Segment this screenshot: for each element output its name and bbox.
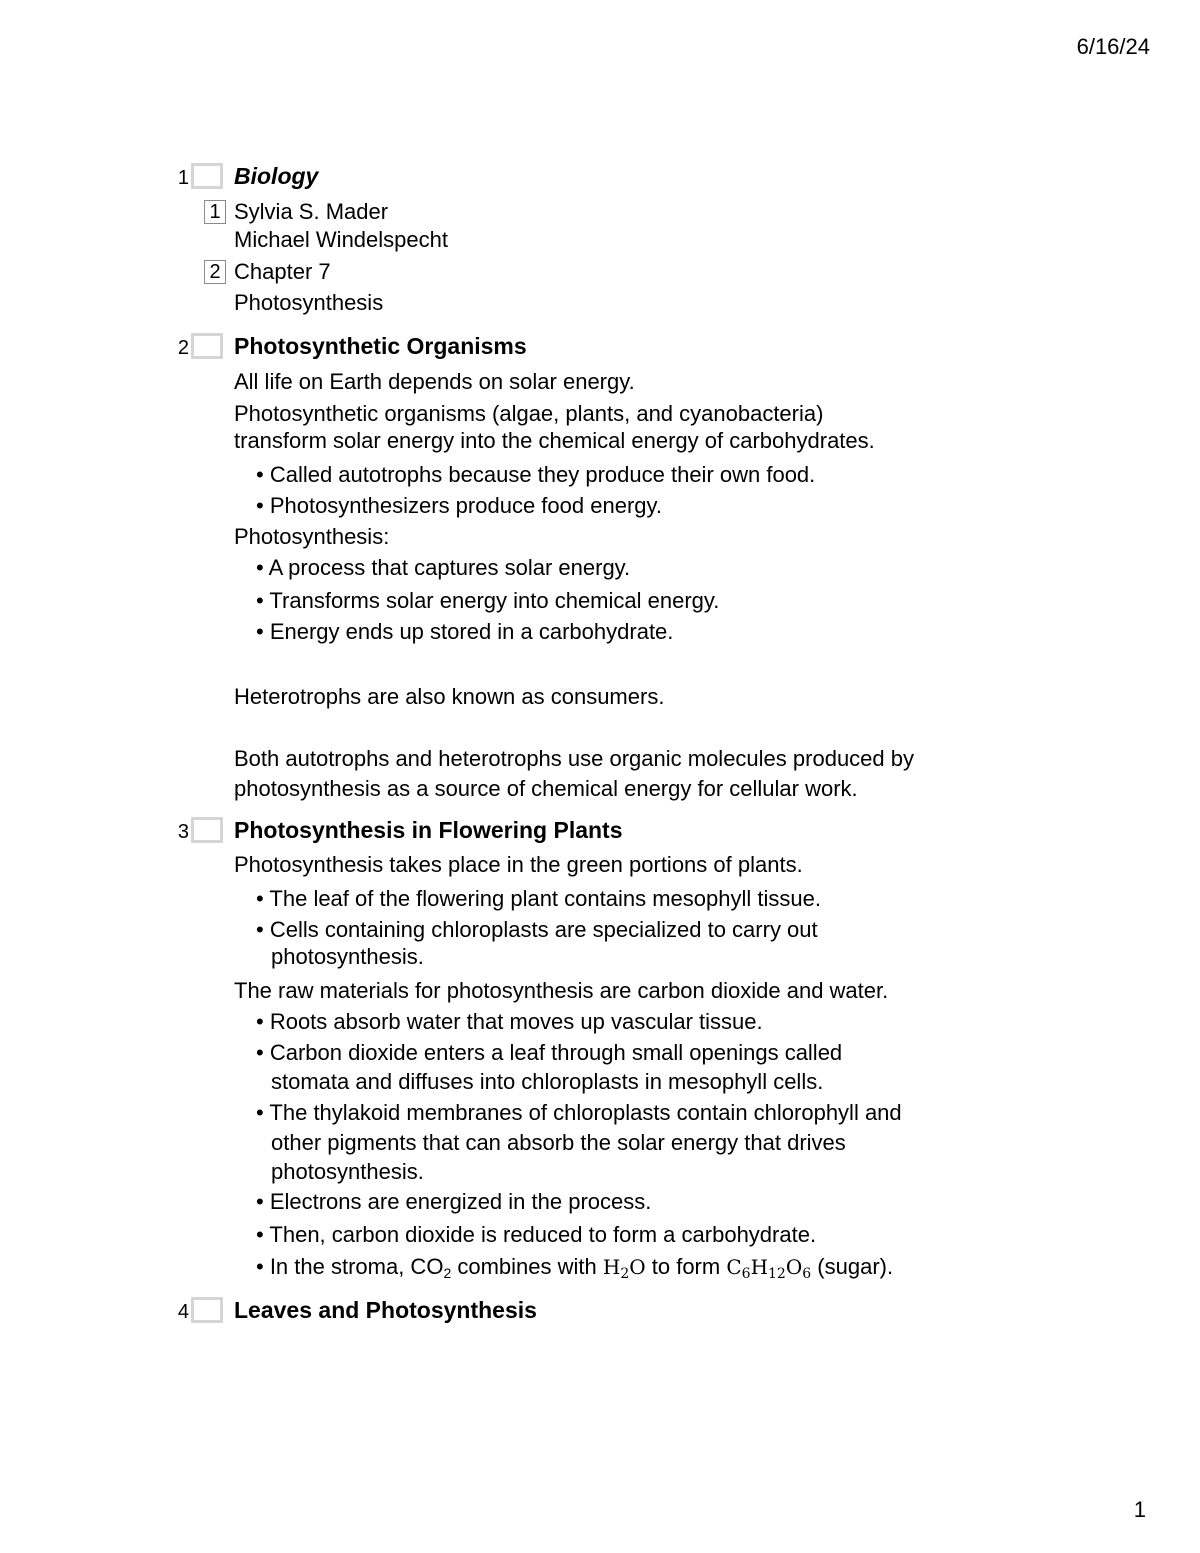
slide-number: 4 — [177, 1301, 189, 1323]
slide-thumbnail[interactable] — [191, 817, 223, 843]
bullet-item: • The leaf of the flowering plant contains mesophyll tissue. — [256, 886, 821, 911]
slide-thumbnail[interactable] — [191, 1297, 223, 1323]
text-line: photosynthesis as a source of chemical energy for cellular work. — [234, 776, 858, 801]
bullet-item: • Carbon dioxide enters a leaf through small openings called — [256, 1040, 843, 1065]
text-line: Photosynthesis takes place in the green portions of plants. — [234, 852, 803, 877]
text-line: The raw materials for photosynthesis are carbon dioxide and water. — [234, 978, 889, 1003]
formula-element: H — [750, 1255, 769, 1279]
chapter-line: Chapter 7 — [234, 259, 331, 284]
bullet-item: • Cells containing chloroplasts are specialized to carry out — [256, 917, 818, 942]
print-date: 6/16/24 — [1076, 34, 1150, 59]
text-line: Photosynthesis: — [234, 524, 390, 549]
bullet-item: • The thylakoid membranes of chloroplasts contain chlorophyll and — [256, 1100, 902, 1125]
bullet-continuation: stomata and diffuses into chloroplasts in mesophyll cells. — [271, 1069, 824, 1094]
subitem-number: 2 — [204, 260, 226, 284]
formula-subscript: 6 — [802, 1266, 812, 1282]
bullet-continuation: photosynthesis. — [271, 1159, 424, 1184]
bullet-item: • Called autotrophs because they produce their own food. — [256, 462, 816, 487]
bullet-continuation: other pigments that can absorb the solar energy that drives — [271, 1130, 846, 1155]
formula-text: combines with — [451, 1254, 603, 1279]
slide-title: Biology — [234, 163, 319, 189]
formula-text: (sugar). — [811, 1254, 894, 1279]
author-line: Michael Windelspecht — [234, 227, 448, 252]
text-line: transform solar energy into the chemical energy of carbohydrates. — [234, 428, 875, 453]
formula-subscript: 12 — [768, 1266, 786, 1282]
slide-number: 2 — [177, 337, 189, 359]
text-line: All life on Earth depends on solar energy. — [234, 369, 635, 394]
water-formula — [602, 1255, 646, 1282]
bullet-continuation: photosynthesis. — [271, 944, 424, 969]
formula-subscript: 2 — [443, 1265, 452, 1281]
bullet-item: • Then, carbon dioxide is reduced to form a carbohydrate. — [256, 1222, 817, 1247]
formula-subscript: 2 — [620, 1266, 630, 1282]
slide-title: Photosynthetic Organisms — [234, 333, 527, 359]
formula-element: H — [602, 1255, 621, 1279]
formula-element: C — [726, 1255, 742, 1279]
chapter-topic-line: Photosynthesis — [234, 290, 384, 315]
slide-number: 3 — [177, 821, 189, 843]
bullet-item: • A process that captures solar energy. — [256, 555, 631, 580]
slide-title: Photosynthesis in Flowering Plants — [234, 817, 623, 843]
slide-title: Leaves and Photosynthesis — [234, 1297, 537, 1323]
bullet-item: • Transforms solar energy into chemical energy. — [256, 588, 720, 613]
subitem-number: 1 — [204, 200, 226, 224]
formula-element: O — [629, 1255, 646, 1279]
slide-number: 1 — [177, 167, 189, 189]
slide-thumbnail[interactable] — [191, 163, 223, 189]
bullet-item: • Electrons are energized in the process. — [256, 1189, 652, 1214]
slide-thumbnail[interactable] — [191, 333, 223, 359]
bullet-item: • Photosynthesizers produce food energy. — [256, 493, 662, 518]
text-line: Both autotrophs and heterotrophs use organic molecules produced by — [234, 746, 914, 771]
bullet-item: • Energy ends up stored in a carbohydrate. — [256, 619, 674, 644]
formula-subscript: 6 — [741, 1266, 751, 1282]
bullet-item: • Roots absorb water that moves up vascular tissue. — [256, 1009, 763, 1034]
formula-text: • In the stroma, CO — [256, 1254, 444, 1279]
page-number: 1 — [1133, 1497, 1146, 1522]
glucose-formula — [726, 1255, 812, 1282]
formula-text: to form — [645, 1254, 727, 1279]
text-line: Heterotrophs are also known as consumers. — [234, 684, 665, 709]
author-line: Sylvia S. Mader — [234, 199, 389, 224]
text-line: Photosynthetic organisms (algae, plants, and cyanobacteria) — [234, 401, 824, 426]
bullet-item-formula — [256, 1254, 893, 1280]
formula-element: O — [785, 1255, 803, 1279]
